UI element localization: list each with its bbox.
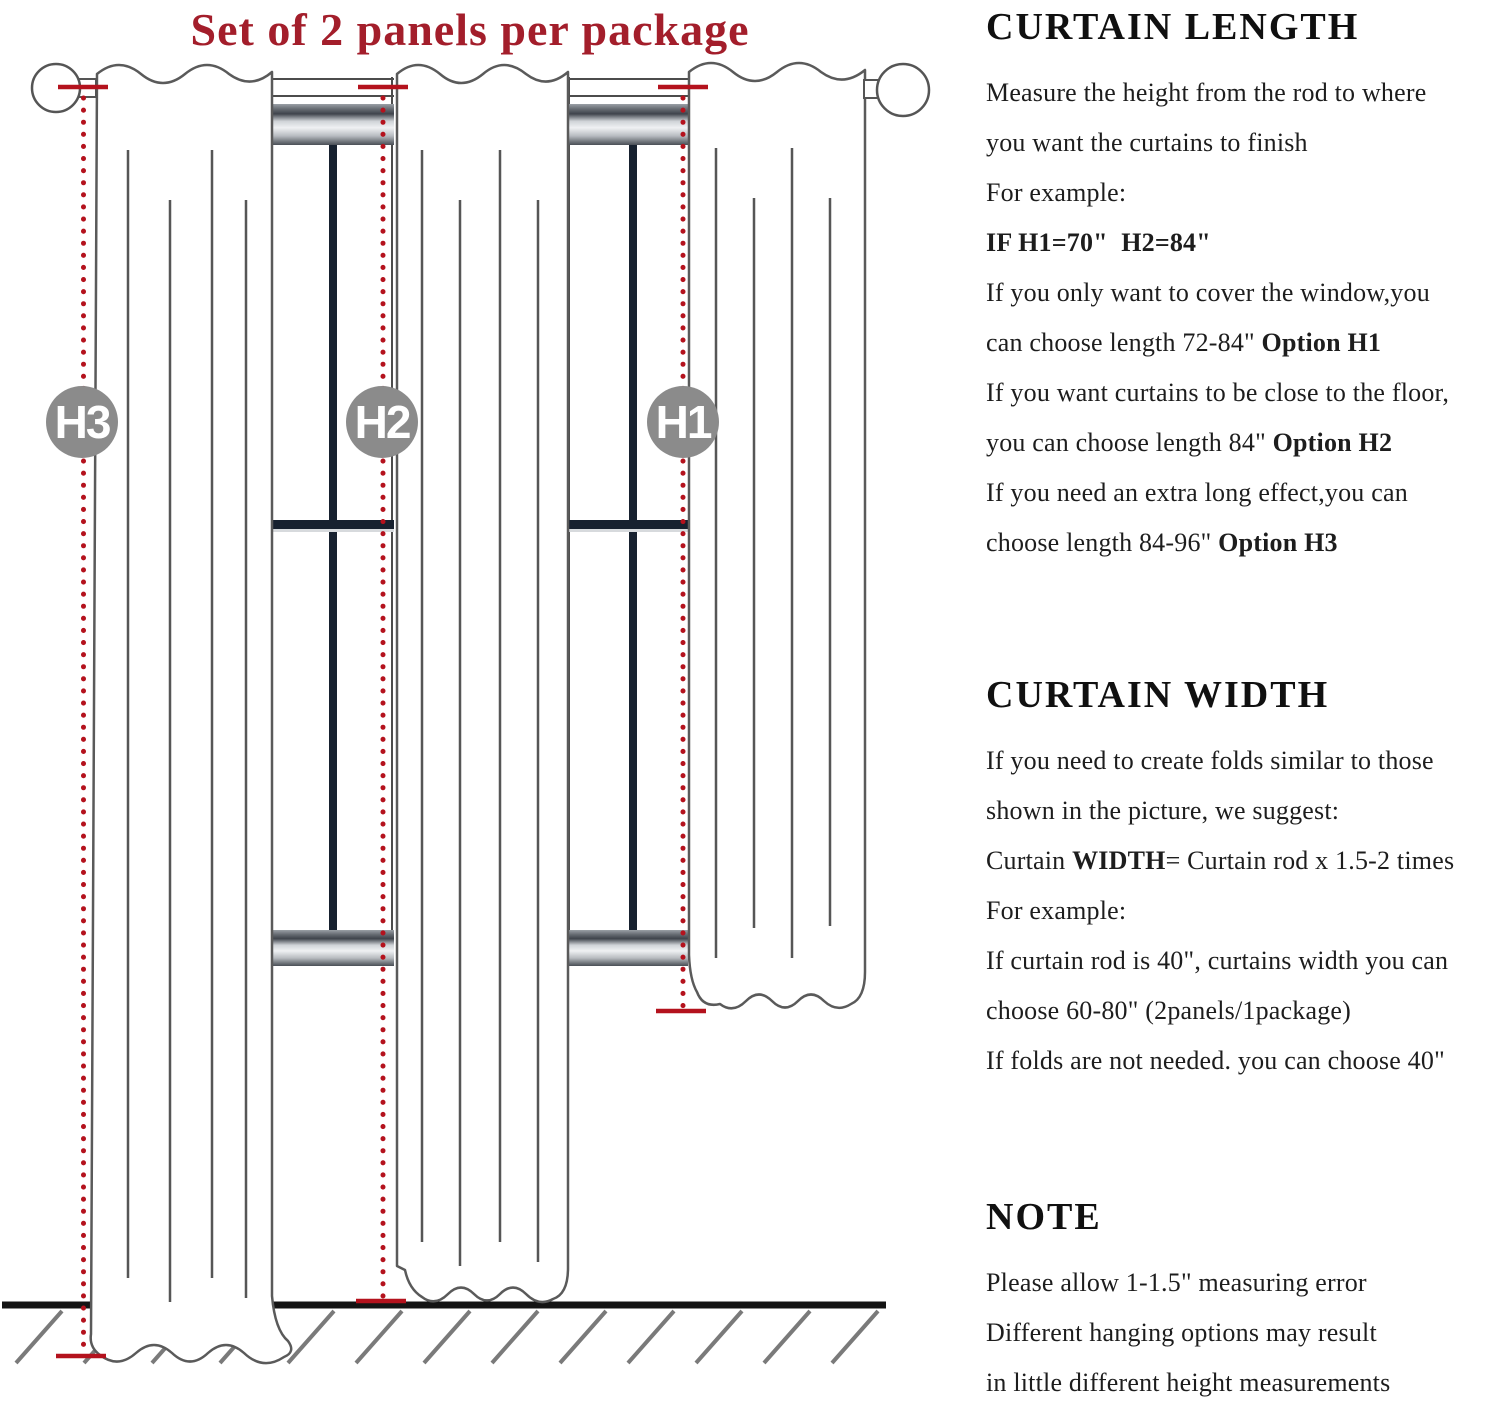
section-heading: CURTAIN LENGTH	[986, 6, 1360, 48]
badge-h2	[346, 386, 418, 458]
curtain-panel-h2	[397, 65, 568, 1302]
info-column	[986, 4, 1500, 1408]
window-right	[568, 77, 688, 966]
text-line: in little different height measurements	[986, 1368, 1391, 1397]
text-line: If you want curtains to be close to the floor,	[986, 378, 1450, 407]
text-line: Curtain WIDTH= Curtain rod x 1.5-2 times	[986, 846, 1455, 875]
text-line: you can choose length 84" Option H2	[986, 428, 1393, 457]
badge-h2-label: H2	[354, 396, 410, 448]
text-line: Measure the height from the rod to where	[986, 78, 1427, 107]
window-left-sill	[270, 930, 394, 966]
text-line: choose 60-80" (2panels/1package)	[986, 996, 1351, 1025]
text-line: Different hanging options may result	[986, 1318, 1377, 1347]
curtain-panel-h1	[689, 63, 865, 1008]
window-right-muntin-vertical	[629, 145, 637, 933]
text-line: can choose length 72-84" Option H1	[986, 328, 1382, 357]
section-heading: NOTE	[986, 1196, 1102, 1238]
text-line: choose length 84-96" Option H3	[986, 528, 1338, 557]
window-left	[270, 77, 394, 1302]
window-left-rod	[270, 104, 394, 145]
text-line: For example:	[986, 178, 1127, 207]
text-line: If you need an extra long effect,you can	[986, 478, 1408, 507]
window-right-muntin-horizontal	[568, 520, 688, 529]
text-line: Please allow 1-1.5" measuring error	[986, 1268, 1367, 1297]
curtain-panel-h3	[91, 65, 292, 1363]
info-section	[986, 4, 1500, 568]
info-section	[986, 672, 1500, 1086]
text-line: shown in the picture, we suggest:	[986, 796, 1340, 825]
section-heading: CURTAIN WIDTH	[986, 674, 1330, 716]
badge-h1-label: H1	[655, 396, 711, 448]
diagram-title: Set of 2 panels per package	[190, 4, 750, 55]
text-line: you want the curtains to finish	[986, 128, 1308, 157]
window-right-rod	[568, 104, 688, 145]
badge-h1	[647, 386, 719, 458]
text-line: IF H1=70" H2=84"	[986, 228, 1211, 257]
window-left-muntin-vertical	[329, 145, 337, 933]
window-right-sill	[568, 930, 688, 966]
text-line: If you need to create folds similar to those	[986, 746, 1434, 775]
info-section	[986, 1194, 1500, 1408]
window-left-muntin-horizontal	[270, 520, 394, 529]
text-line: If you only want to cover the window,you	[986, 278, 1430, 307]
text-line: If curtain rod is 40", curtains width you can	[986, 946, 1449, 975]
rod-finial-right	[864, 64, 929, 116]
text-line: If folds are not needed. you can choose 40"	[986, 1046, 1445, 1075]
text-line: For example:	[986, 896, 1127, 925]
badge-h3-label: H3	[54, 396, 110, 448]
badge-h3	[46, 386, 118, 458]
